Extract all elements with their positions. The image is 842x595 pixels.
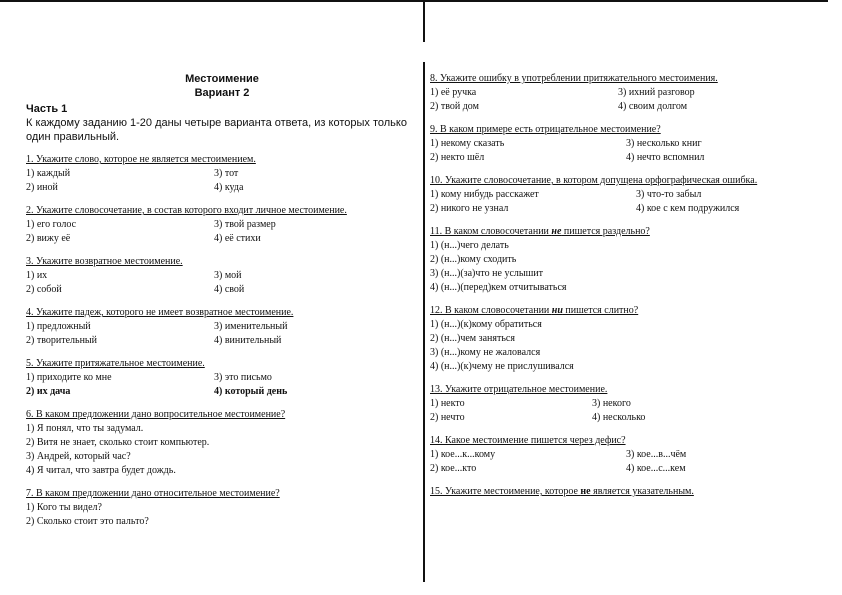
option: 1) его голос (26, 219, 77, 230)
option: 3) (н...)(за)что не услышит (430, 268, 544, 279)
question-15 (430, 485, 824, 499)
option: 4) винительный (214, 335, 282, 346)
option: 2) (н...)чем заняться (430, 333, 515, 344)
option: 4) кое с кем подружился (636, 203, 740, 214)
question-text: 5. Укажите притяжательное местоимение. (26, 358, 205, 369)
question-text: 9. В каком примере есть отрицательное местоимение? (430, 124, 661, 135)
question-keyword: не (580, 486, 591, 497)
option: 4) (н...)(перед)кем отчитываться (430, 282, 567, 293)
column-divider (423, 62, 425, 582)
option: 3) это письмо (214, 372, 272, 383)
question-text: 10. Укажите словосочетание, в котором допущена орфографическая ошибка. (430, 175, 758, 186)
option: 3) мой (214, 270, 242, 281)
option: 3) несколько книг (626, 138, 702, 149)
question-1 (26, 153, 418, 195)
option: 2) Сколько стоит это пальто? (26, 516, 149, 527)
question-text: 14. Какое местоимение пишется через дефис? (430, 435, 626, 446)
option: 3) именительный (214, 321, 288, 332)
option: 2) Витя не знает, сколько стоит компьютер. (26, 437, 210, 448)
column-divider-top (423, 0, 425, 42)
left-column (26, 72, 418, 538)
question-text-part: пишется слитно? (562, 305, 639, 316)
option: 1) каждый (26, 168, 71, 179)
option: 1) их (26, 270, 48, 281)
option: 3) тот (214, 168, 239, 179)
question-2 (26, 204, 418, 246)
option: 4) кое...с...кем (626, 463, 686, 474)
question-text-part: 11. В каком словосочетании (430, 226, 552, 237)
option: 2) нечто (430, 412, 465, 423)
option: 3) твой размер (214, 219, 276, 230)
option: 3) что-то забыл (636, 189, 702, 200)
question-text: 8. Укажите ошибку в употреблении притяжательного местоимения. (430, 73, 718, 84)
question-text (430, 225, 824, 239)
question-3 (26, 255, 418, 297)
option: 1) (н...)чего делать (430, 240, 509, 251)
doc-title: Местоимение (185, 73, 259, 85)
question-5 (26, 357, 418, 399)
question-text: 4. Укажите падеж, которого не имеет возвратное местоимение. (26, 307, 294, 318)
question-6 (26, 408, 418, 478)
question-9 (430, 123, 824, 165)
question-text: 3. Укажите возвратное местоимение. (26, 256, 183, 267)
question-text (430, 485, 824, 499)
question-text: 2. Укажите словосочетание, в состав которого входит личное местоимение. (26, 205, 347, 216)
option: 2) иной (26, 182, 58, 193)
question-text-part: пишется раздельно? (561, 226, 650, 237)
question-text: 1. Укажите слово, которое не является местоимением. (26, 154, 256, 165)
option: 2) никого не узнал (430, 203, 509, 214)
question-text-part: 12. В каком словосочетании (430, 305, 552, 316)
option: 4) Я читал, что завтра будет дождь. (26, 465, 176, 476)
option: 2) собой (26, 284, 62, 295)
option: 1) её ручка (430, 87, 477, 98)
question-14 (430, 434, 824, 476)
question-10 (430, 174, 824, 216)
option: 4) (н...)(к)чему не прислушивался (430, 361, 574, 372)
option: 4) своим долгом (618, 101, 688, 112)
option: 2) (н...)кому сходить (430, 254, 517, 265)
option: 4) который день (214, 386, 288, 397)
question-7 (26, 487, 418, 529)
option: 4) свой (214, 284, 245, 295)
part-heading: Часть 1 (26, 103, 68, 115)
option: 1) некто (430, 398, 465, 409)
option: 4) нечто вспомнил (626, 152, 705, 163)
question-4 (26, 306, 418, 348)
question-text: 6. В каком предложении дано вопросительное местоимение? (26, 409, 286, 420)
option: 2) кое...кто (430, 463, 477, 474)
option: 1) кому нибудь расскажет (430, 189, 539, 200)
question-12 (430, 304, 824, 374)
option: 2) вижу её (26, 233, 71, 244)
option: 2) их дача (26, 386, 71, 397)
option: 3) (н...)кому не жаловался (430, 347, 541, 358)
option: 4) её стихи (214, 233, 261, 244)
right-column (430, 72, 824, 508)
option: 1) (н...)(к)кому обратиться (430, 319, 542, 330)
question-keyword: не (551, 226, 562, 237)
variant-title: Вариант 2 (194, 87, 250, 99)
question-11 (430, 225, 824, 295)
option: 1) предложный (26, 321, 91, 332)
option: 3) некого (592, 398, 631, 409)
option: 1) Я понял, что ты задумал. (26, 423, 144, 434)
option: 3) ихний разговор (618, 87, 695, 98)
question-8 (430, 72, 824, 114)
option: 4) куда (214, 182, 244, 193)
question-text: 13. Укажите отрицательное местоимение. (430, 384, 608, 395)
option: 4) несколько (592, 412, 646, 423)
option: 1) приходите ко мне (26, 372, 112, 383)
question-keyword: ни (551, 305, 563, 316)
question-text (430, 304, 824, 318)
option: 2) некто шёл (430, 152, 485, 163)
option: 2) творительный (26, 335, 97, 346)
top-rule (0, 0, 828, 2)
option: 3) Андрей, который час? (26, 451, 131, 462)
option: 2) твой дом (430, 101, 479, 112)
question-text-part: 15. Укажите местоимение, которое (430, 486, 581, 497)
question-text-part: является указательным. (590, 486, 694, 497)
option: 1) некому сказать (430, 138, 505, 149)
question-text: 7. В каком предложении дано относительное местоимение? (26, 488, 280, 499)
option: 1) кое...к...кому (430, 449, 496, 460)
option: 1) Кого ты видел? (26, 502, 102, 513)
question-13 (430, 383, 824, 425)
option: 3) кое...в...чём (626, 449, 687, 460)
instruction: К каждому заданию 1-20 даны четыре варианта ответа, из которых только один правильный. (26, 117, 407, 143)
